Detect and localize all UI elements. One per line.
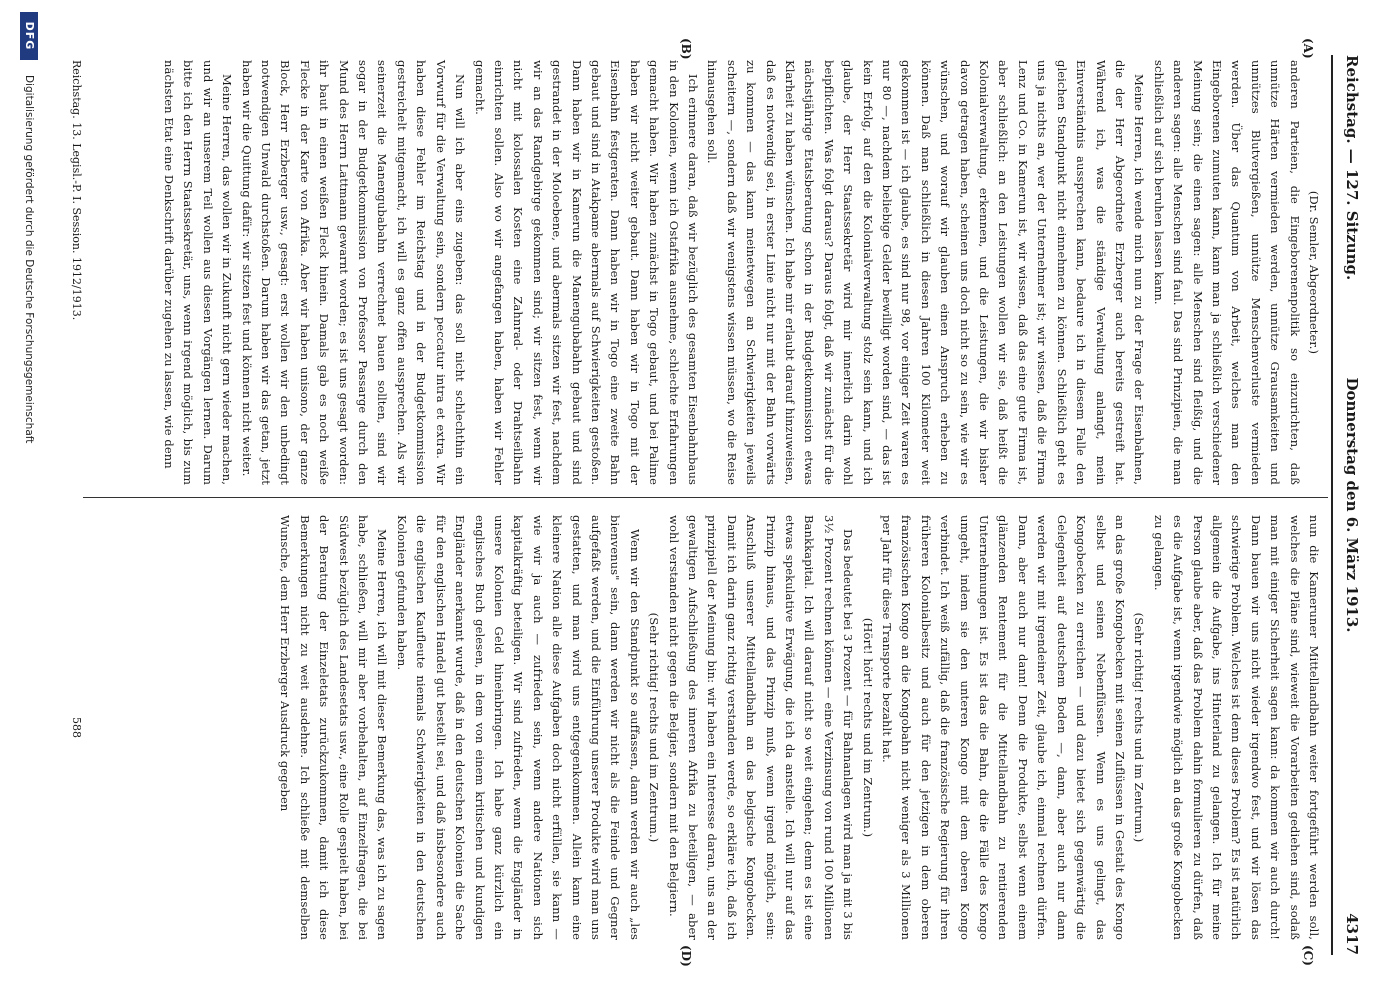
interjection: (Sehr richtig! rechts und im Zentrum.) xyxy=(647,612,662,843)
interjection: (Sehr richtig! rechts und im Zentrum.) xyxy=(1132,612,1147,843)
paragraph: Nun will ich aber eins zugeben: das soll nicht schlechthin ein Vorwurf für die Verwaltung sein, sondern peccatur intra et extra. Wir haben diese Fehler im Reichstag und in der Budgetkommission gestreichelt mitgemacht, ich will es ganz offen aussprechen. Als wir seinerzeit die Manengubabahn verrechnet bauen sollten, sind wir sogar in der Budgetkommission von Professor Passarge durch den Mund des Herrn Lattmann gewarnt worden; es ist uns gesagt worden: ihr baut in einen weißen Fleck hinein. Damals gab es noch weiße Flecke in der Karte von Afrika. Aber wir haben unisono, der ganze Block, Herr Erzberger usw., gesagt: erst wollen wir den unbedingt notwendigen Unwald durchstoßen. Darum haben wir das getan, jetzt haben wir die Quittung dafür: wir sitzen fest und können nicht weiter. xyxy=(239,60,468,485)
margin-marker-b: (B) xyxy=(679,38,693,60)
paragraph: Meine Herren, ich wende mich nun zu der Frage der Eisenbahnen, die der Herr Abgeordnete Erzberger auch bereits gestreift hat. Während ich, was die ständige Verwaltung anlangt, mein Einverständnis aussprechen kann, bedaure ich in diesem Falle den gleichen Standpunkt nicht einnehmen zu können. Schließlich geht es uns ja nichts an, wer der Unternehmer ist; wir wissen, daß die Firma Lenz und Co. in Kamerun ist, wir wissen, daß das eine gute Firma ist, aber schließlich: an den Leistungen wollen wir sie, daß heißt die Kolonialverwaltung, erkennen, und die Leistungen, die wir bisher davon getragen haben, scheinen uns doch nicht so zu sein, wie wir es wünschen, und worauf wir glauben einen Anspruch erheben zu können. Daß man schließlich in diesen Jahren 100 Kilometer weit gekommen ist — ich glaube, es sind nur 98, vor einiger Zeit waren es nur 80 —, nachdem beliebige Gelder bewilligt worden sind, — das ist kein Erfolg, auf den die Kolonialverwaltung stolz sein kann, und ich glaube, der Herr Staatssekretär wird mir innerlich darin wohl beipflichten. Was folgt daraus? Daraus folgt, daß wir zunächst für die nächstjährige Etatsberatung schon in der Budgetkommission etwas Klarheit zu haben wünschen. Ich habe mir erlaubt darauf hinzuweisen, daß es notwendig sei, in erster Linie nicht nur mit der Bahn vorwärts zu kommen — das kann meinetwegen an Schwierigkeiten jeweils scheitern —, sondern daß wir wenigstens wissen müssen, wo die Reise hinausgehen soll. xyxy=(705,60,1147,485)
funding-notice: Digitalisierung gefördert durch die Deutsche Forschungsgemeinschaft xyxy=(23,75,35,444)
session-footer: Reichstag. 13. Legisl.-P. I. Session. 1912/1913. xyxy=(70,60,83,321)
paragraph: Ich erinnere daran, daß wir bezüglich des gesamten Eisenbahnbaus in den Kolonien, wenn ich Ostafrika ausnehme, schlechte Erfahrungen gemacht haben. Wir haben zunächst in Togo gebaut, und bei Palime haben wir nicht weiter gebaut. Dann haben wir in Togo mit der Eisenbahn festgeraten. Dann haben wir in Togo eine zweite Bahn gebaut und sind in Atakpame abermals auf Schwierigkeiten gestoßen. Dann haben wir in Kamerun die Manengubabahn gebaut und sind gestrandet in der Moloebene, und abermals sitzen wir fest, nachdem wir an das Randgebirge gekommen sind; wir sitzen fest, wenn wir nicht mit kolossalen Kosten eine Zahnrad- oder Drahtseilbahn einrichten sollen. Also wo wir angefangen haben, haben wir Fehler gemacht. xyxy=(472,60,700,485)
paragraph: nun die Kameruner Mittellandbahn weiter fortgeführt werden soll, welches die Pläne sind, wieweit die Vorarbeiten gediehen sind, sodaß man mit einiger Sicherheit sagen kann: da kommen wir auch durch! Dann bauen wir uns nicht wieder irgendwo fest, und wir lösen das schwierige Problem. Welches ist denn dieses Problem? Es ist natürlich allgemein die Aufgabe, ins Hinterland zu gelangen. Ich für meine Person glaube aber, daß das Problem dahin formulieren zu dürfen, daß es die Aufgabe ist, wenn irgendwie möglich an das große Kongobecken zu gelangen. xyxy=(1151,515,1321,940)
paragraph: anderen Parteien, die Eingeborenenpolitik so einzurichten, daß unnütze Härten vermieden werden, unnütze Grausamkeiten und unnützes Blutvergießen, unnütze Menschenverluste vermieden werden. Über das Quantum von Arbeit, welches man den Eingeborenen zumuten kann, kann man ja schließlich verschiedener Meinung sein; die einen sagen: alle Menschen sind fleißig, und die anderen sagen: alle Menschen sind faul. Das sind Prinzipien, die man schließlich auf sich beruhen lassen kann. xyxy=(1151,60,1302,485)
speaker-line: (Dr. Semler, Abgeordneter.) xyxy=(1307,190,1321,355)
paragraph: an das große Kongobecken mit seinen Zuflüssen in Gestalt des Kongo selbst und seinen Nebenflüssen. Wenn es uns gelingt, das Kongobecken zu erreichen — und dazu bietet sich gegenwärtig die Gelegenheit auf deutschem Boden —, dann, aber auch nur dann werden wir mit irgendeiner Zeit, glaube ich, einmal rechnen dürfen. Dann, aber auch nur dann! Denn die Produkte, selbst wenn einem glänzenden Rentement für die Mittellandbahn zu rentierenden Unternehmungen ist. Es ist das die Bahn, die die Fälle des Kongo umgeht, indem sie den unteren Kongo mit dem oberen Kongo verbindet. Ich weiß zufällig, daß die französische Regierung für ihren früheren Kolonialbesitz und auch für den jetzigen in dem oberen französischen Kongo an die Kongobahn nicht weniger als 3 Millionen per Jahr für diese Transporte bezahlt hat. xyxy=(880,515,1127,940)
paragraph: Meine Herren, ich will mit dieser Bemerkung das, was ich zu sagen habe, schließen, will mir aber vorbehalten, auf Einzelfragen, die bei Südwest bezüglich des Landesetats usw., eine Rolle gespielt haben, bei der Beratung der Einzeletats zurückzukommen, damit ich diese Bemerkungen nicht zu weit ausdehne. Ich schließe mit demselben Wunsche, dem Herr Erzberger Ausdruck gegeben xyxy=(278,515,390,940)
header-date: Donnerstag den 6. März 1913. xyxy=(1343,377,1361,633)
header-rule xyxy=(1331,55,1333,955)
page-number: 588 xyxy=(70,717,83,738)
margin-marker-d: (D) xyxy=(679,945,693,967)
paragraph: Meine Herren, das wollen wir in Zukunft nicht gern wieder machen, und wir an unserem Teil wollen aus diesen Vorgängen lernen. Darum bitte ich den Herrn Staatssekretär, uns, wenn irgend möglich, bis zum nächsten Etat eine Denkschrift darüber zugehen zu lassen, wie denn xyxy=(162,60,235,485)
left-column xyxy=(159,60,1323,485)
right-column xyxy=(275,515,1323,940)
interjection: (Hört! hört! rechts und im Zentrum.) xyxy=(860,617,875,838)
dfg-logo: DFG xyxy=(20,12,38,60)
header-left: Reichstag. — 127. Sitzung. xyxy=(1343,55,1361,281)
page-header xyxy=(1333,55,1365,955)
margin-marker-c: (C) xyxy=(1301,945,1315,966)
header-page-number: 4317 xyxy=(1343,913,1361,955)
margin-marker-a: (A) xyxy=(1301,38,1315,59)
paragraph: Das bedeutet bei 3 Prozent — für Bahnanlagen wird man ja mit 3 bis 3½ Prozent rechnen können — eine Verzinsung von rund 100 Millionen Bankkapital. Ich will darauf nicht so weit eingehen; denn es ist eine etwas spekulative Erwägung, die ich da anstelle. Ich will nur auf das Prinzip hinaus, und das Prinzip muß, wenn irgend möglich, sein: Anschluß unserer Mittellandbahn an das belgische Kongobecken. Damit ich darin ganz richtig verstanden werde, so erkläre ich, daß ich prinzipiell der Meinung bin: wir haben ein Interesse daran, uns an der gewaltigen Aufschließung des inneren Afrika zu beteiligen, — aber wohl verstanden nicht gegen die Belgier, sondern mit den Belgiern. xyxy=(666,515,856,940)
column-divider xyxy=(83,497,1328,498)
paragraph: Wenn wir den Standpunkt so auffassen, dann werden wir auch „les bienvenus" sein, dann werden wir nicht als die Feinde und Gegner aufgefaßt werden, und die Einführung unserer Produkte wird man uns gestatten, und man wird uns entgegenkommen. Allein kann eine kleinere Nation alle diese Aufgaben doch nicht erfüllen, sie kann — wie wir ja auch — zufrieden sein, wenn andere Nationen sich kapitalkräftig beteiligen. Wir sind zufrieden, wenn die Engländer in unsere Kolonien Geld hineinbringen. Ich habe ganz kürzlich ein englisches Buch gelesen, in dem von einem kritischen und kundigen Engländer anerkannt wurde, daß in den deutschen Kolonien die Sache für den englischen Handel gut bestellt sei, und daß insbesondere auch die englischen Kaufleute niemals Schwierigkeiten in den deutschen Kolonien gefunden haben. xyxy=(394,515,642,940)
